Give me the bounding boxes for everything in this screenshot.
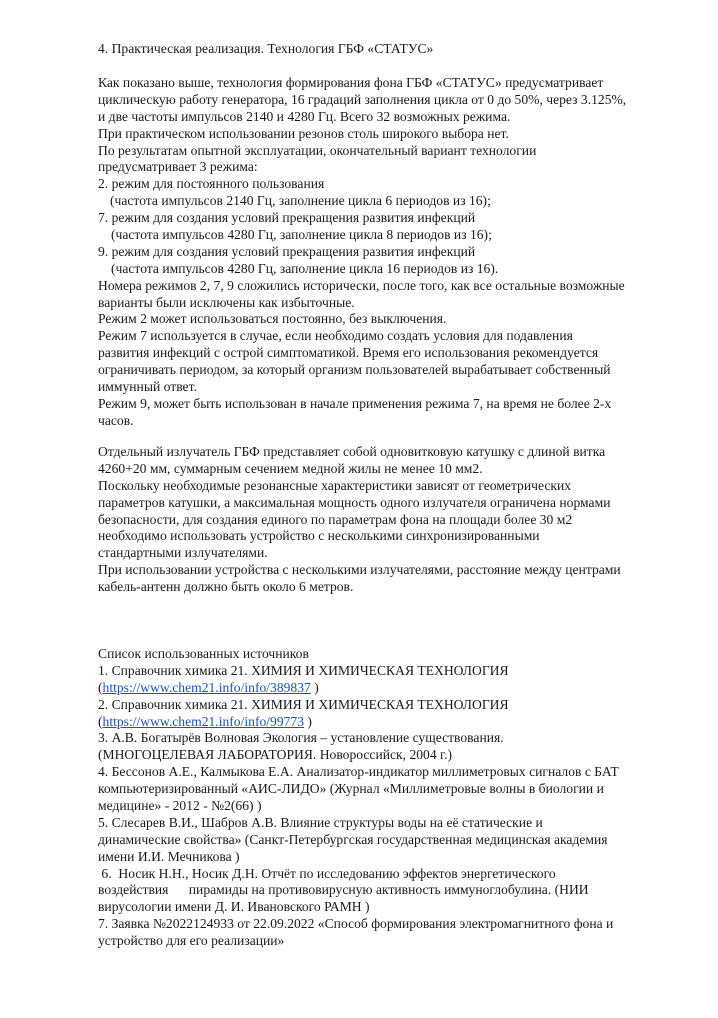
paragraph-line: иммунный ответ. (98, 379, 197, 395)
mode-2-params: (частота импульсов 2140 Гц, заполнение цикла 6 периодов из 16); (110, 193, 491, 209)
paragraph-line: параметров катушки, а максимальная мощность одного излучателя ограничена нормами (98, 494, 611, 510)
reference-line: 4. Бессонов А.Е., Калмыкова Е.А. Анализатор-индикатор миллиметровых сигналов с БАТ (98, 764, 619, 780)
paragraph-line: безопасности, для создания единого по параметрам фона на площади более 30 м2 (98, 511, 573, 527)
paragraph-line: 4260+20 мм, суммарным сечением медной жилы не менее 10 мм2. (98, 460, 483, 476)
paren-close: ) (304, 713, 312, 729)
reference-item-2-link-line (98, 714, 683, 731)
paragraph-line: варианты были исключены как избыточные. (98, 294, 355, 310)
reference-line: устройство для его реализации» (98, 933, 285, 949)
reference-link-1[interactable]: https://www.chem21.info/info/389837 (102, 679, 311, 695)
reference-item-1: 1. Справочник химика 21. ХИМИЯ И ХИМИЧЕСКАЯ ТЕХНОЛОГИЯ (98, 662, 509, 678)
paragraph-line: Как показано выше, технология формирования фона ГБФ «СТАТУС» предусматривает (98, 75, 604, 90)
section-heading (98, 41, 683, 58)
reference-line: 6. Носик Н.Н., Носик Д.Н. Отчёт по исследованию эффектов энергетического (98, 865, 556, 881)
mode-7-params: (частота импульсов 4280 Гц, заполнение цикла 8 периодов из 16); (111, 227, 492, 243)
paragraph-line: Поскольку необходимые резонансные характеристики зависят от геометрических (98, 477, 572, 493)
paragraph-line: и две частоты импульсов 2140 и 4280 Гц. Всего 32 возможных режима. (98, 108, 511, 124)
paragraph-line: Режим 7 используется в случае, если необходимо создать условия для подавления (98, 328, 573, 344)
reference-link-2[interactable]: https://www.chem21.info/info/99773 (102, 713, 305, 729)
paragraph-line: развития инфекций с острой симптоматикой. Время его использования рекомендуется (98, 345, 599, 361)
paragraph-line: Отдельный излучатель ГБФ представляет собой одновитковую катушку с длиной витка (98, 444, 606, 459)
paren-close: ) (310, 679, 319, 695)
paragraph-line: стандартными излучателями. (98, 545, 268, 561)
paragraph-line: Режим 2 может использоваться постоянно, без выключения. (98, 311, 447, 327)
reference-line: медицине» - 2012 - №2(66) ) (98, 798, 262, 814)
paren-open: ( (98, 679, 103, 695)
heading-text: 4. Практическая реализация. Технология ГБФ «СТАТУС» (98, 41, 434, 56)
reference-item-1-link-line (98, 680, 683, 697)
reference-line: 7. Заявка №2022124933 от 22.09.2022 «Способ формирования электромагнитного фона и (98, 916, 614, 932)
mode-9-title: 9. режим для создания условий прекращения развития инфекций (98, 243, 476, 259)
paragraph-line: Номера режимов 2, 7, 9 сложились исторически, после того, как все остальные возможные (98, 277, 625, 293)
mode-9-params: (частота импульсов 4280 Гц, заполнение цикла 16 периодов из 16). (111, 260, 499, 276)
paragraph-line: ограничивать периодом, за который организм пользователей вырабатывает собственный (98, 362, 611, 378)
reference-line: компьютеризированный «АИС-ЛИДО» (Журнал «Миллиметровые волны в биологии и (98, 781, 604, 797)
paragraph-line: циклическую работу генератора, 16 градаций заполнения цикла от 0 до 50%, через 3.125%, (98, 91, 627, 107)
mode-2-title: 2. режим для постоянного пользования (98, 176, 325, 192)
mode-7-title: 7. режим для создания условий прекращения развития инфекций (98, 210, 476, 226)
paragraph-line: часов. (98, 412, 134, 428)
section-practical-body (98, 75, 683, 430)
reference-item-2: 2. Справочник химика 21. ХИМИЯ И ХИМИЧЕСКАЯ ТЕХНОЛОГИЯ (98, 696, 509, 712)
paragraph-line: предусматривает 3 режима: (98, 159, 258, 175)
section-emitter-body (98, 444, 683, 596)
paragraph-line: По результатам опытной эксплуатации, окончательный вариант технологии (98, 142, 537, 158)
paren-open: ( (98, 713, 103, 729)
reference-line: воздействия пирамиды на противовирусную активность иммуноглобулина. (НИИ (98, 882, 589, 898)
paragraph-line: кабель-антенн должно быть около 6 метров. (98, 579, 354, 595)
paragraph-line: необходимо использовать устройство с несколькими синхронизированными (98, 528, 540, 544)
reference-line: вирусологии имени Д. И. Ивановского РАМН ) (98, 899, 370, 915)
references-title: Список использованных источников (98, 646, 309, 661)
reference-line: (МНОГОЦЕЛЕВАЯ ЛАБОРАТОРИЯ. Новороссийск, 2004 г.) (98, 747, 453, 763)
references-list (98, 646, 683, 950)
reference-line: 5. Слесарев В.И., Шабров А.В. Влияние структуры воды на её статические и (98, 814, 543, 830)
paragraph-line: При использовании устройства с несколькими излучателями, расстояние между центрами (98, 562, 621, 578)
paragraph-line: Режим 9, может быть использован в начале применения режима 7, на время не более 2-х (98, 395, 612, 411)
reference-line: имени И.И. Мечникова ) (98, 848, 240, 864)
paragraph-line: При практическом использовании резонов столь широкого выбора нет. (98, 125, 509, 141)
reference-line: 3. А.В. Богатырёв Волновая Экология – установление существования. (98, 730, 504, 746)
reference-line: динамические свойства» (Санкт-Петербургская государственная медицинская академия (98, 831, 608, 847)
